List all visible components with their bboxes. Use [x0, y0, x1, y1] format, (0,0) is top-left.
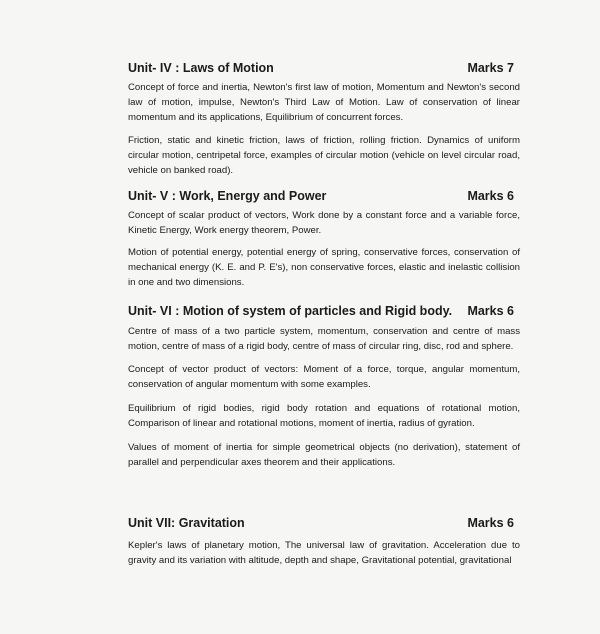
- unit-7-paragraph-1: Kepler's laws of planetary motion, The universal law of gravitation. Acceleration due to gravity and its variation with altitude, depth and shape, Gravitational potential, gravitational: [128, 540, 520, 567]
- unit-6-paragraph-3: Equilibrium of rigid bodies, rigid body rotation and equations of rotational motion, Comparison of linear and rotational motions, moment of inertia, radius of gyration.: [128, 403, 520, 430]
- unit-4-title: Unit- IV : Laws of Motion: [128, 61, 274, 75]
- unit-5-title: Unit- V : Work, Energy and Power: [128, 189, 327, 203]
- unit-6-paragraph-2: Concept of vector product of vectors: Moment of a force, torque, angular momentum, conservation of angular momentum with some examples.: [128, 364, 520, 391]
- unit-7-heading: [128, 515, 514, 531]
- unit-6-title: Unit- VI : Motion of system of particles and Rigid body.: [128, 304, 453, 318]
- unit-4-heading: [128, 60, 514, 76]
- unit-5-marks: Marks 6: [467, 189, 514, 203]
- unit-5-paragraph-2: Motion of potential energy, potential energy of spring, conservative forces, conservation of mechanical energy (K. E. and P. E's), non conservative forces, elastic and inelastic collision in one and two dimensions.: [128, 247, 520, 289]
- unit-6-paragraph-1: Centre of mass of a two particle system, momentum, conservation and centre of mass motion, centre of mass of a rigid body, centre of mass of circular ring, disc, rod and sphere.: [128, 326, 520, 353]
- unit-5-paragraph-1: Concept of scalar product of vectors, Work done by a constant force and a variable force, Kinetic Energy, Work energy theorem, Power.: [128, 210, 520, 237]
- unit-7-marks: Marks 6: [467, 516, 514, 530]
- unit-7-title: Unit VII: Gravitation: [128, 516, 245, 530]
- unit-6-marks: Marks 6: [467, 304, 514, 318]
- unit-6-paragraph-4: Values of moment of inertia for simple geometrical objects (no derivation), statement of parallel and perpendicular axes theorem and their applications.: [128, 442, 520, 469]
- unit-4-marks: Marks 7: [467, 61, 514, 75]
- unit-4-paragraph-1: Concept of force and inertia, Newton's first law of motion, Momentum and Newton's second law of motion, impulse, Newton's Third Law of Motion. Law of conservation of linear momentum and its applications, Equilibrium of concurrent forces.: [128, 82, 520, 124]
- unit-6-heading: [128, 303, 514, 319]
- unit-4-paragraph-2: Friction, static and kinetic friction, laws of friction, rolling friction. Dynamics of uniform circular motion, centripetal force, examples of circular motion (vehicle on level circular road, vehicle on banked road).: [128, 135, 520, 177]
- unit-5-heading: [128, 188, 514, 204]
